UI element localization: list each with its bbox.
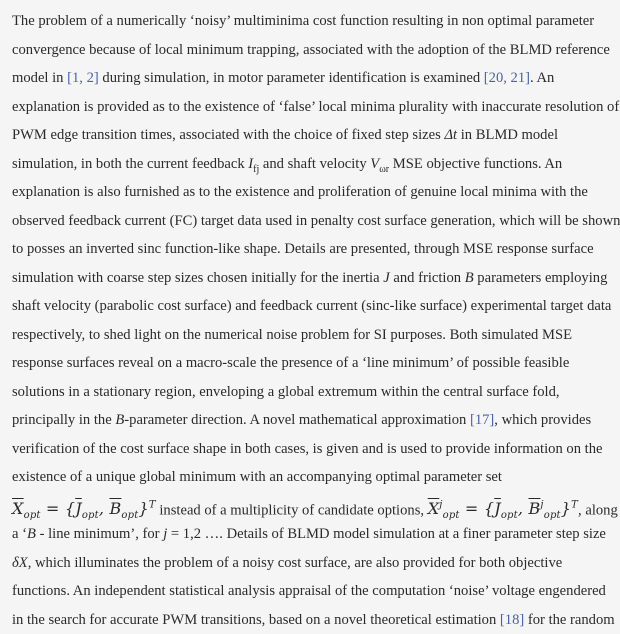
line-text: = 1,2 …. Details of BLMD model simulation at a finer parameter step size bbox=[167, 526, 606, 542]
line-text: PWM edge transition times, associated with the choice of fixed step sizes bbox=[12, 127, 444, 143]
math-symbol: Δt bbox=[444, 127, 457, 143]
line-text: explanation is also furnished as to the existence and proliferation of genuine local minima with the bbox=[12, 184, 588, 200]
line-text: explanation is provided as to the existence of ‘false’ local minima plurality with inaccurate resolution of bbox=[12, 99, 619, 115]
math-symbol: $\overline{J}$ bbox=[75, 499, 82, 518]
math-subscript: opt bbox=[544, 510, 561, 521]
math-symbol: $\overline{X}$ bbox=[12, 499, 24, 518]
text-line bbox=[12, 93, 592, 122]
math-operator: = { bbox=[460, 499, 495, 518]
text-line bbox=[12, 64, 592, 93]
text-line bbox=[12, 321, 592, 350]
text-line bbox=[12, 406, 592, 435]
math-subscript: opt bbox=[443, 510, 460, 521]
line-text: , along bbox=[578, 502, 618, 518]
text-line bbox=[12, 7, 592, 36]
math-symbol: δX bbox=[12, 555, 28, 571]
line-text: for the random bbox=[524, 612, 614, 628]
line-text: - line minimum’, for bbox=[36, 526, 163, 542]
line-text: respectively, to shed light on the numerical noise problem for SI purposes. Both simulated MSE bbox=[12, 327, 572, 343]
text-line bbox=[12, 463, 592, 492]
citation-link[interactable]: [17] bbox=[470, 412, 494, 428]
math-symbol: I bbox=[248, 156, 253, 172]
line-text: to posses an inverted sinc function-like shape. Details are presented, through MSE response surface bbox=[12, 241, 594, 257]
line-text: MSE objective functions. An bbox=[389, 156, 562, 172]
math-symbol: J bbox=[383, 270, 389, 286]
math-symbol: B bbox=[115, 412, 124, 428]
math-subscript: opt bbox=[121, 510, 138, 521]
text-line bbox=[12, 36, 592, 65]
text-line bbox=[12, 178, 592, 207]
line-text: functions. An independent statistical analysis appraisal of the computation ‘noise’ voltage engendered bbox=[12, 583, 606, 599]
line-text: solutions in a stationary region, enveloping a global extremum within the central surface fold, bbox=[12, 384, 560, 400]
line-text: instead of a multiplicity of candidate options, bbox=[156, 502, 428, 518]
math-superscript: T bbox=[149, 500, 156, 511]
text-line bbox=[12, 378, 592, 407]
text-line bbox=[12, 235, 592, 264]
line-text: model in bbox=[12, 70, 67, 86]
line-text: shaft velocity (parabolic cost surface) and feedback current (sinc-like surface) experimental target data bbox=[12, 298, 611, 314]
text-line bbox=[12, 292, 592, 321]
text-line-with-equations bbox=[12, 492, 592, 521]
text-line bbox=[12, 121, 592, 150]
line-text: and shaft velocity bbox=[259, 156, 370, 172]
line-text: , which illuminates the problem of a noisy cost surface, are also provided for both objective bbox=[28, 555, 563, 571]
line-text: , which provides bbox=[494, 412, 591, 428]
text-line bbox=[12, 520, 592, 549]
math-symbol: B bbox=[27, 526, 36, 542]
math-symbol: $\overline{J}$ bbox=[494, 499, 501, 518]
math-symbol: $\overline{B}$ bbox=[528, 499, 540, 518]
math-subscript: opt bbox=[82, 510, 99, 521]
citation-link[interactable]: [18] bbox=[500, 612, 524, 628]
line-text: response surfaces reveal on a macro-scale the presence of a ‘line minimum’ of possible feasible bbox=[12, 355, 569, 371]
math-superscript: j bbox=[439, 500, 442, 511]
line-text: in the search for accurate PWM transitions, based on a novel theoretical estimation bbox=[12, 612, 500, 628]
math-symbol: B bbox=[465, 270, 474, 286]
line-text: simulation with coarse step sizes chosen initially for the inertia bbox=[12, 270, 383, 286]
line-text: principally in the bbox=[12, 412, 115, 428]
math-operator: } bbox=[138, 499, 148, 518]
equation-candidate-set bbox=[428, 499, 578, 518]
line-text: observed feedback current (FC) target data used in penalty cost surface generation, which will be shown bbox=[12, 213, 620, 229]
text-line bbox=[12, 349, 592, 378]
math-symbol: j bbox=[163, 526, 167, 542]
math-operator: = { bbox=[41, 499, 76, 518]
math-subscript: ωr bbox=[379, 163, 389, 174]
equation-optimal-set bbox=[12, 499, 156, 518]
text-line bbox=[12, 150, 592, 179]
line-text: parameters employing bbox=[474, 270, 608, 286]
citation-link[interactable]: [20, 21] bbox=[484, 70, 530, 86]
math-subscript: fj bbox=[253, 163, 259, 174]
math-subscript: opt bbox=[24, 510, 41, 521]
math-operator: } bbox=[561, 499, 571, 518]
text-line bbox=[12, 207, 592, 236]
text-line bbox=[12, 435, 592, 464]
citation-link[interactable]: [1, 2] bbox=[67, 70, 99, 86]
math-operator: , bbox=[99, 499, 110, 518]
math-operator: , bbox=[518, 499, 529, 518]
line-text: during simulation, in motor parameter identification is examined bbox=[99, 70, 484, 86]
text-line bbox=[12, 577, 592, 606]
math-symbol: V bbox=[370, 156, 379, 172]
math-symbol: $\overline{X}$ bbox=[428, 499, 440, 518]
math-superscript: j bbox=[540, 500, 543, 511]
math-subscript: opt bbox=[501, 510, 518, 521]
math-symbol: $\overline{B}$ bbox=[109, 499, 121, 518]
line-text: -parameter direction. A novel mathematical approximation bbox=[124, 412, 470, 428]
text-line bbox=[12, 606, 592, 634]
line-text: The problem of a numerically ‘noisy’ multiminima cost function resulting in non optimal parameter bbox=[12, 13, 594, 29]
line-text: verification of the cost surface shape in both cases, is given and is used to provide information on the bbox=[12, 441, 602, 457]
line-text: existence of a unique global minimum with an accompanying optimal parameter set bbox=[12, 469, 502, 485]
line-text: . An bbox=[530, 70, 554, 86]
line-text: and friction bbox=[390, 270, 465, 286]
line-text: a ‘ bbox=[12, 526, 27, 542]
text-line bbox=[12, 549, 592, 578]
text-line bbox=[12, 264, 592, 293]
line-text: convergence because of local minimum trapping, associated with the adoption of the BLMD reference bbox=[12, 42, 610, 58]
line-text: simulation, in both the current feedback bbox=[12, 156, 248, 172]
math-superscript: T bbox=[571, 500, 578, 511]
line-text: in BLMD model bbox=[457, 127, 558, 143]
